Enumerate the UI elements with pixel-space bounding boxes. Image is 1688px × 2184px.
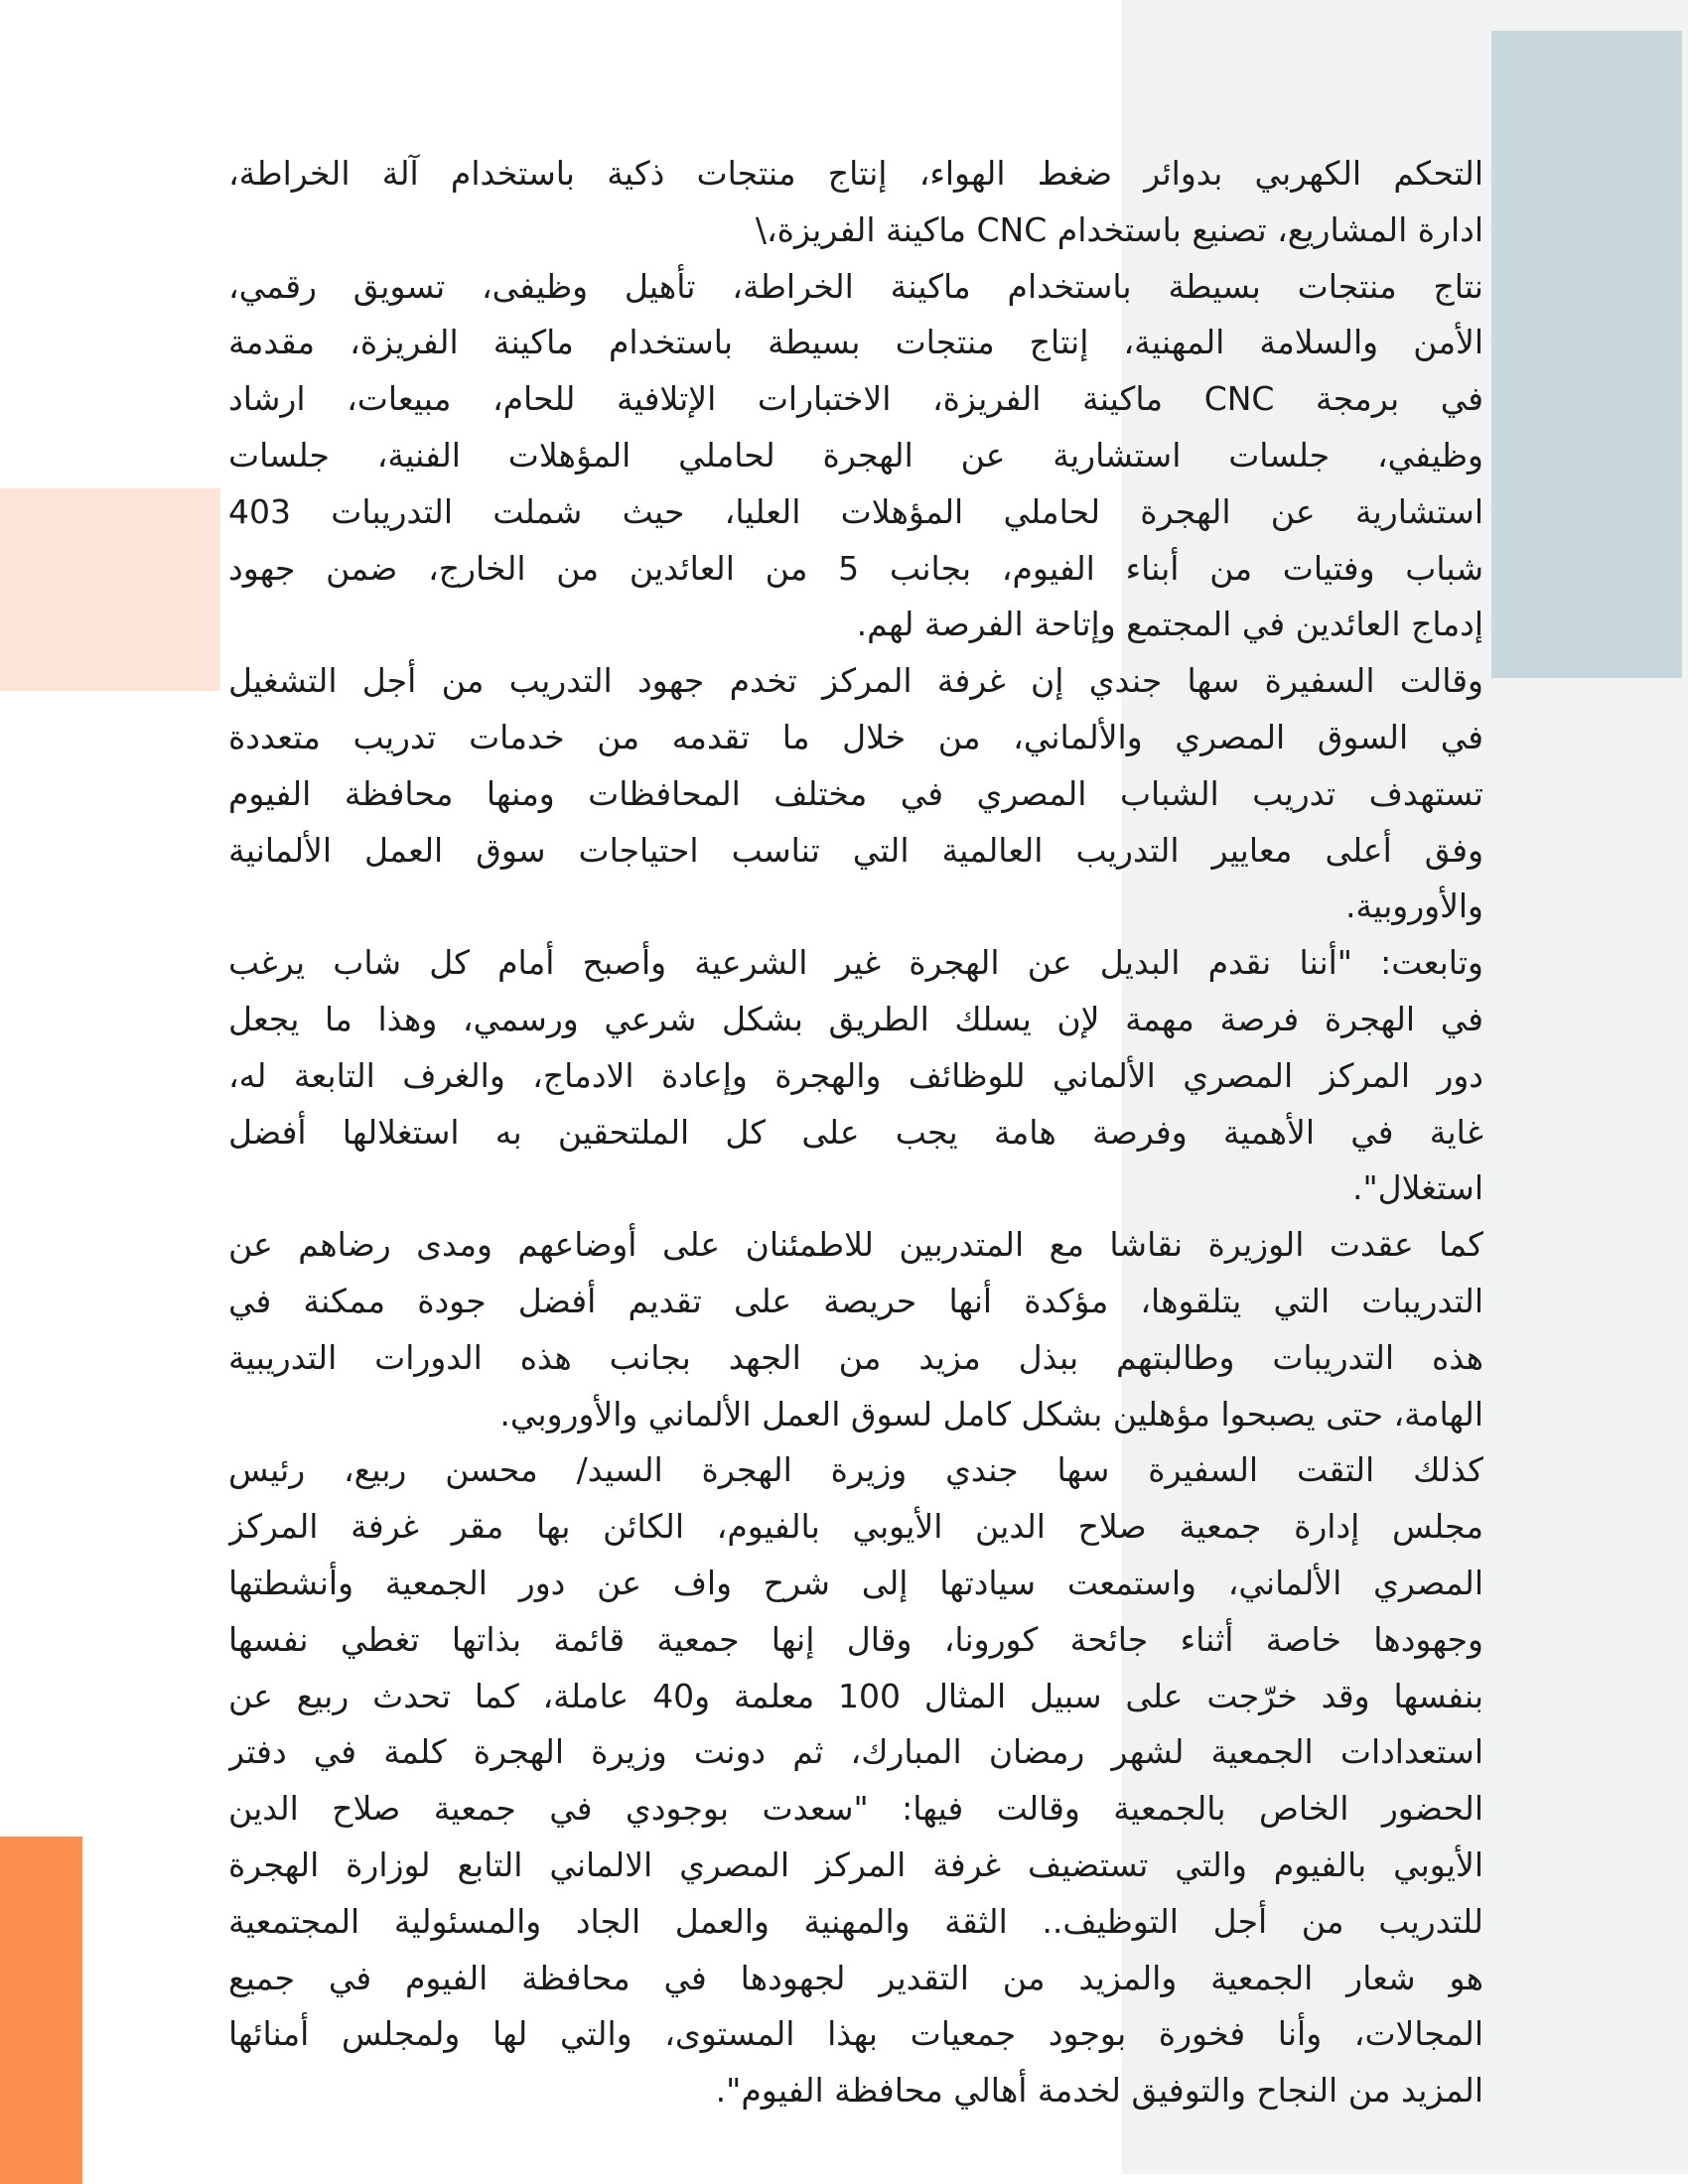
text-line: وقالت السفيرة سها جندي إن غرفة المركز تخدم جهود التدريب من أجل التشغيل — [228, 661, 1483, 701]
text-line: استشارية عن الهجرة لحاملي المؤهلات العليا، حيث شملت التدريبات 403 — [228, 491, 1483, 531]
text-line: في برمجة CNC ماكينة الفريزة، الاختبارات الإتلافية للحام، مبيعات، ارشاد — [228, 379, 1483, 419]
text-line: المجالات، وأنا فخورة بوجود جمعيات بهذا المستوى، والتي لها ولمجلس أمنائها — [228, 2014, 1483, 2054]
bottom-left-orange-block — [0, 1837, 82, 2184]
paragraph — [228, 1217, 1483, 1442]
text-line: المزيد من النجاح والتوفيق لخدمة أهالي محافظة الفيوم". — [715, 2071, 1483, 2111]
text-line: غاية في الأهمية وفرصة هامة يجب على كل الملتحقين به استغلالها أفضل — [228, 1112, 1483, 1152]
text-line: في السوق المصري والألماني، من خلال ما تقدمه من خدمات تدريب متعددة — [228, 717, 1483, 756]
text-line: الأيوبي بالفيوم والتي تستضيف غرفة المركز المصري الالماني التابع لوزارة الهجرة — [228, 1844, 1483, 1884]
paragraph — [228, 653, 1483, 935]
paragraph — [228, 935, 1483, 1217]
text-line: للتدريب من أجل التوظيف.. الثقة والمهنية والعمل الجاد والمسئولية المجتمعية — [228, 1901, 1483, 1941]
article-text — [228, 146, 1483, 2119]
text-line: إدماج العائدين في المجتمع وإتاحة الفرصة لهم. — [856, 605, 1483, 644]
top-right-blue-block — [1491, 31, 1682, 678]
text-line: نتاج منتجات بسيطة باستخدام ماكينة الخراطة، تأهيل وظيفى، تسويق رقمي، — [228, 266, 1483, 306]
text-line: وجهودها خاصة أثناء جائحة كورونا، وقال إنها جمعية قائمة بذاتها تغطي نفسها — [228, 1619, 1483, 1659]
text-line: بنفسها وقد خرّجت على سبيل المثال 100 معلمة و40 عاملة، كما تحدث ربيع عن — [228, 1676, 1483, 1715]
text-line: مجلس إدارة جمعية صلاح الدين الأيوبي بالفيوم، الكائن بها مقر غرفة المركز — [228, 1507, 1483, 1547]
text-line: الأمن والسلامة المهنية، إنتاج منتجات بسيطة باستخدام ماكينة الفريزة، مقدمة — [228, 323, 1483, 362]
text-line: المصري الألماني، واستمعت سيادتها إلى شرح واف عن دور الجمعية وأنشطتها — [228, 1563, 1483, 1602]
text-line: التحكم الكهربي بدوائر ضغط الهواء، إنتاج منتجات ذكية باستخدام آلة الخراطة، — [228, 154, 1483, 193]
text-line: والأوروبية. — [1344, 887, 1483, 926]
text-line: وفق أعلى معايير التدريب العالمية التي تناسب احتياجات سوق العمل الألمانية — [228, 830, 1483, 870]
text-line: كذلك التقت السفيرة سها جندي وزيرة الهجرة السيد/ محسن ربيع، رئيس — [228, 1450, 1483, 1490]
left-peach-block — [0, 488, 220, 691]
text-line: التدريبات التي يتلقوها، مؤكدة أنها حريصة على تقديم أفضل جودة ممكنة في — [228, 1281, 1483, 1320]
text-line: استعدادات الجمعية لشهر رمضان المبارك، ثم دونت وزيرة الهجرة كلمة في دفتر — [228, 1732, 1483, 1772]
text-line: تستهدف تدريب الشباب المصري في مختلف المحافظات ومنها محافظة الفيوم — [228, 773, 1483, 813]
text-line: هذه التدريبات وطالبتهم ببذل مزيد من الجهد بجانب هذه الدورات التدريبية — [228, 1337, 1483, 1377]
text-line: في الهجرة فرصة مهمة لإن يسلك الطريق بشكل شرعي ورسمي، وهذا ما يجعل — [228, 999, 1483, 1038]
text-line: هو شعار الجمعية والمزيد من التقدير لجهودها في محافظة الفيوم في جميع — [228, 1958, 1483, 1997]
text-line: الهامة، حتى يصبحوا مؤهلين بشكل كامل لسوق العمل الألماني والأوروبي. — [499, 1394, 1483, 1433]
paragraph — [228, 259, 1483, 654]
text-line: شباب وفتيات من أبناء الفيوم، بجانب 5 من العائدين من الخارج، ضمن جهود — [228, 548, 1483, 588]
text-line: ادارة المشاريع، تصنيع باستخدام CNC ماكينة الفريزة،\ — [755, 209, 1483, 249]
text-line: وظيفي، جلسات استشارية عن الهجرة لحاملي المؤهلات الفنية، جلسات — [228, 435, 1483, 475]
paragraph — [228, 1442, 1483, 2119]
text-line: دور المركز المصري الألماني للوظائف والهجرة وإعادة الادماج، والغرف التابعة له، — [228, 1055, 1483, 1095]
text-line: استغلال". — [1351, 1168, 1483, 1208]
paragraph — [228, 146, 1483, 259]
text-line: كما عقدت الوزيرة نقاشا مع المتدربين للاطمئنان على أوضاعهم ومدى رضاهم عن — [228, 1225, 1483, 1265]
text-line: الحضور الخاص بالجمعية وقالت فيها: "سعدت بوجودي في جمعية صلاح الدين — [228, 1789, 1483, 1829]
text-line: وتابعت: "أننا نقدم البديل عن الهجرة غير الشرعية وأصبح أمام كل شاب يرغب — [228, 943, 1483, 983]
